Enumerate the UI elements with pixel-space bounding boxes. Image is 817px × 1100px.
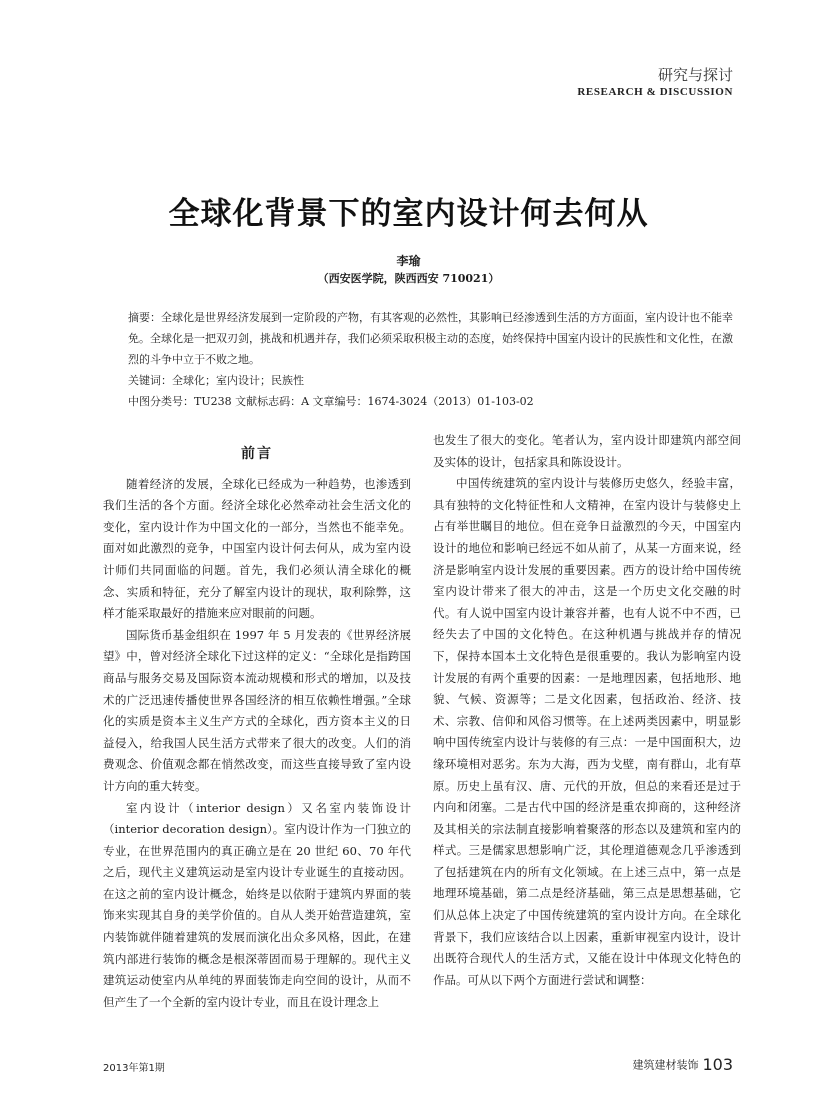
body-paragraph: 室内设计（interior design）又名室内装饰设计（interior decoration design）。室内设计作为一门独立的专业，在世界范围内的真正确立是在 20 世纪 60、70 年代之后，现代主义建筑运动是室内设计专业诞生的直接动因。在这之前的室内设计概念，始终是以依附于建筑内界面的装饰来实现其自身的美学价值的。自从人类开始营造建筑，室内装饰就伴随着建筑的发展而演化出众多风格，因此，在建筑内部进行装饰的概念是根深蒂固而易于理解的。现代主义建筑运动使室内从单纯的界面装饰走向空间的设计，从而不但产生了一个全新的室内设计专业，而且在设计理念上 — [103, 800, 411, 1009]
abstract-block — [104, 307, 738, 412]
issue-label: 2013年第1期 — [103, 1063, 165, 1074]
abstract-text: 摘要：全球化是世界经济发展到一定阶段的产物，有其客观的必然性，其影响已经渗透到生活的方方面面，室内设计也不能幸免。全球化是一把双刃剑，挑战和机遇并存，我们必须采取积极主动的态度，始终保持中国室内设计的民族性和文化性，在激烈的斗争中立于不败之地。 — [128, 311, 733, 366]
footer-journal — [632, 1054, 733, 1074]
journal-section-subtitle: RESEARCH & DISCUSSION — [577, 86, 733, 98]
keywords: 关键词：全球化；室内设计；民族性 — [128, 374, 304, 387]
body-paragraph: 中国传统建筑的室内设计与装修历史悠久，经验丰富，具有独特的文化特征性和人文精神，在室内设计与装修史上占有举世瞩目的地位。但在竞争日益激烈的今天，中国室内设计的地位和影响已经远不如从前了，从某一方面来说，经济是影响室内设计发展的重要因素。西方的设计给中国传统室内设计带来了很大的冲击，这是一个历史文化交融的时代。有人说中国室内设计兼容并蓄，也有人说不中不西，已经失去了中国的文化特色。在这种机遇与挑战并存的情况下，保持本国本土文化特色是很重要的。我认为影响室内设计发展的有两个重要的因素：一是地理因素，包括地形、地貌、气候、资源等；二是文化因素，包括政治、经济、技术、宗教、信仰和风俗习惯等。在上述两类因素中，明显影响中国传统室内设计与装修的有三点：一是中国面积大，边缘环境相对恶劣。东为大海，西为戈壁，南有群山，北有草原。历史上虽有汉、唐、元代的开放，但总的来看还是过于内向和闭塞。二是古代中国的经济是重农抑商的，这种经济及其相关的宗法制直接影响着聚落的形态以及建筑和室内的样式。三是儒家思想影响广泛，其伦理道德观念几乎渗透到了包括建筑在内的所有文化领域。在上述三点中，第一点是地理环境基础，第二点是经济基础，第三点是思想基础，它们从总体上决定了中国传统建筑的室内设计方向。在全球化背景下，我们应该结合以上因素，重新审视室内设计，设计出既符合现代人的生活方式，又能在设计中体现文化特色的作品。可从以下两个方面进行尝试和调整： — [433, 476, 741, 987]
article-author: 李瑜 — [396, 254, 421, 268]
right-column — [433, 430, 741, 991]
left-column — [103, 430, 411, 1013]
body-paragraph: 也发生了很大的变化。笔者认为，室内设计即建筑内部空间及实体的设计，包括家具和陈设设计。 — [433, 433, 741, 469]
body-paragraph: 随着经济的发展，全球化已经成为一种趋势，也渗透到我们生活的各个方面。经济全球化必然牵动社会生活文化的变化，室内设计作为中国文化的一部分，当然也不能幸免。面对如此激烈的竞争，中国室内设计何去何从，成为室内设计师们共同面临的问题。首先，我们必须认清全球化的概念、实质和特征，充分了解室内设计的现状，取利除弊，这样才能采取最好的措施来应对眼前的问题。 — [103, 476, 411, 621]
article-affiliation: （西安医学院，陕西西安 710021） — [317, 272, 500, 285]
journal-name: 建筑建材装饰 — [632, 1058, 699, 1072]
classification-info: 中图分类号：TU238 文献标志码：A 文章编号：1674-3024（2013）01-103-02 — [128, 395, 534, 408]
journal-section-title: 研究与探讨 — [657, 66, 733, 84]
body-paragraph: 国际货币基金组织在 1997 年 5 月发表的《世界经济展望》中，曾对经济全球化下过这样的定义：“全球化是指跨国商品与服务交易及国际资本流动规模和形式的增加，以及技术的广泛迅速传播使世界各国经济的相互依赖性增强。”全球化的实质是资本主义生产方式的全球化，西方资本主义的日益侵入，给我国人民生活方式带来了很大的改变。人们的消费观念、价值观念都在悄然改变，而这些直接导致了室内设计方向的重大转变。 — [103, 627, 411, 793]
page-number: 103 — [702, 1055, 733, 1074]
section-heading: 前言 — [241, 446, 273, 462]
article-title: 全球化背景下的室内设计何去何从 — [168, 196, 649, 232]
